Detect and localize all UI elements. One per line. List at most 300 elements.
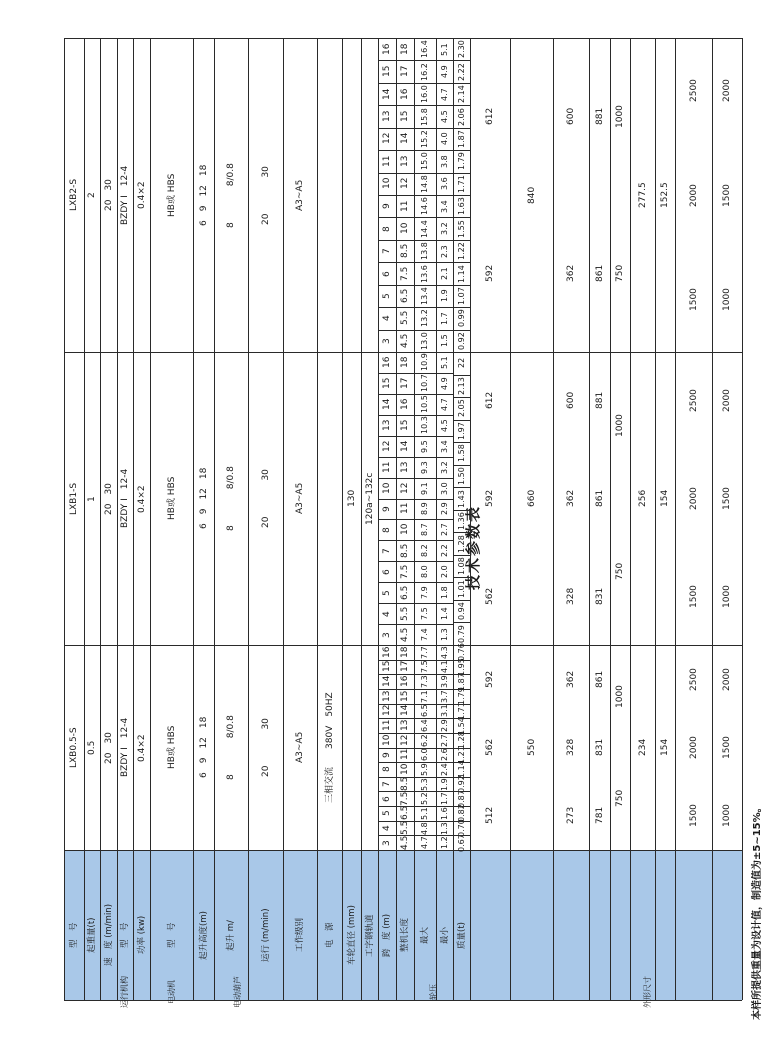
- grid-line: [414, 285, 436, 286]
- cell-wheel_load_min: 3.2: [439, 222, 449, 236]
- cell-work_class: A3~A5: [295, 179, 305, 211]
- grid-line: [436, 603, 453, 604]
- grid-line: [414, 762, 436, 763]
- cell-A: 592: [485, 264, 495, 282]
- cell-wheel_load_min: 4.5: [439, 419, 449, 432]
- grid-line: [64, 850, 742, 851]
- grid-line: [414, 195, 436, 196]
- cell-overall_length: 6.5: [400, 806, 410, 821]
- grid-line: [414, 240, 436, 241]
- cell-overall_length: 8.5: [400, 543, 410, 558]
- grid-line: [378, 240, 396, 241]
- grid-line: [396, 835, 414, 836]
- grid-line: [453, 38, 454, 1000]
- grid-line: [84, 38, 85, 1000]
- grid-line: [436, 540, 453, 541]
- cell-overall_length: 14: [400, 132, 410, 145]
- grid-line: [610, 38, 611, 1000]
- grid-line: [453, 83, 470, 84]
- row-label-power_supply: 电 源: [324, 922, 335, 948]
- cell-wheel_load_min: 3.8: [439, 155, 449, 168]
- grid-line: [396, 704, 414, 705]
- grid-line: [414, 821, 436, 822]
- cell-h0: 273: [566, 807, 576, 825]
- cell-span: 15: [382, 377, 392, 389]
- cell-Hmax: 781: [594, 807, 605, 825]
- cell-hoist_model: HB或 HBS: [166, 476, 177, 520]
- cell-h0: 362: [566, 670, 576, 688]
- grid-line: [436, 457, 453, 458]
- grid-line: [436, 806, 453, 807]
- cell-L2: 154: [660, 738, 670, 756]
- grid-line: [248, 38, 249, 1000]
- cell-overall_length: 15: [400, 419, 410, 431]
- row-label-hoist_model: 型 号: [166, 922, 177, 948]
- cell-wheel_load_max: 13.6: [420, 264, 429, 283]
- grid-line: [396, 373, 414, 374]
- grid-line: [453, 718, 470, 719]
- cell-overall_length: 4.5: [400, 333, 410, 348]
- cell-wheel_load_max: 6.2: [420, 733, 429, 747]
- cell-weight: 1.71: [456, 702, 466, 720]
- cell-travel_motor_model: BZDY Ⅰ 12-4: [120, 468, 130, 528]
- grid-line: [453, 375, 470, 376]
- cell-L1: 277.5: [637, 182, 648, 208]
- cell-span: 11: [382, 155, 392, 167]
- grid-line: [453, 420, 470, 421]
- cell-B: 2000: [688, 736, 699, 759]
- row-label-i_beam_track: 工字钢轨道: [364, 913, 375, 957]
- cell-weight: 0.92: [456, 331, 466, 350]
- cell-W: 2000: [722, 389, 732, 413]
- cell-L: 1000: [615, 413, 625, 437]
- cell-wheel_load_min: 2.7: [439, 733, 449, 747]
- cell-wheel_load_max: 13.0: [420, 331, 429, 350]
- cell-model: LXB1-S: [69, 482, 79, 515]
- grid-line: [64, 38, 65, 1000]
- cell-wheel_load_max: 15.8: [420, 107, 429, 126]
- cell-Hmax: 861: [594, 489, 605, 507]
- grid-line: [436, 718, 453, 719]
- grid-line: [378, 733, 396, 734]
- cell-wheel_load_min: 2.4: [439, 763, 449, 776]
- cell-hoist_lift_speed: 8 8/0.8: [226, 715, 236, 780]
- grid-line: [378, 285, 396, 286]
- grid-line: [396, 195, 414, 196]
- grid-line: [436, 582, 453, 583]
- cell-B: 2500: [688, 389, 699, 413]
- cell-overall_length: 5.5: [400, 606, 410, 621]
- cell-weight: 1.87: [456, 130, 466, 148]
- grid-line: [453, 532, 470, 533]
- grid-line: [378, 499, 396, 500]
- grid-line: [436, 704, 453, 705]
- grid-line: [414, 307, 436, 308]
- cell-overall_length: 10: [400, 222, 410, 235]
- cell-h0: 328: [566, 587, 576, 605]
- cell-span: 4: [382, 610, 392, 617]
- cell-wheel_load_min: 4.3: [439, 646, 449, 659]
- grid-line: [64, 1000, 742, 1001]
- grid-line: [193, 38, 194, 1000]
- cell-wheel_load_min: 2.0: [439, 565, 449, 579]
- grid-line: [436, 660, 453, 661]
- cell-wheel_load_min: 1.4: [439, 607, 449, 621]
- grid-line: [396, 285, 414, 286]
- grid-line: [64, 38, 742, 39]
- grid-line: [414, 83, 436, 84]
- cell-span: 15: [382, 661, 392, 673]
- grid-line: [436, 821, 453, 822]
- grid-line: [396, 83, 414, 84]
- cell-wheel_load_min: 1.7: [439, 312, 449, 325]
- grid-line: [414, 217, 436, 218]
- grid-line: [414, 704, 436, 705]
- grid-line: [396, 748, 414, 749]
- grid-line: [436, 762, 453, 763]
- cell-weight: 2.14: [456, 85, 466, 104]
- row-label-span: 跨 度 (m): [382, 913, 392, 957]
- grid-line: [453, 487, 470, 488]
- grid-line: [436, 240, 453, 241]
- cell-hoist_model: HB或 HBS: [166, 725, 177, 769]
- grid-line: [414, 660, 436, 661]
- cell-overall_length: 18: [400, 646, 410, 658]
- cell-weight: 1.21: [456, 746, 466, 764]
- grid-line: [414, 806, 436, 807]
- cell-W: 1000: [722, 804, 732, 828]
- cell-overall_length: 11: [400, 503, 410, 515]
- grid-line: [453, 704, 470, 705]
- grid-line: [414, 791, 436, 792]
- grid-line: [414, 718, 436, 719]
- cell-weight: 1.28: [456, 731, 466, 750]
- grid-line: [378, 373, 396, 374]
- cell-wheel_load_min: 3.0: [439, 481, 449, 495]
- grid-line: [378, 762, 396, 763]
- cell-overall_length: 17: [400, 377, 410, 389]
- grid-line: [396, 262, 414, 263]
- grid-line: [396, 457, 414, 458]
- grid-line: [133, 38, 134, 1000]
- grid-line: [453, 262, 470, 263]
- grid-line: [414, 519, 436, 520]
- cell-wheel_load_min: 1.8: [439, 586, 449, 600]
- cell-span: 3: [382, 631, 392, 638]
- grid-line: [396, 762, 414, 763]
- cell-wheel_load_min: 2.6: [439, 748, 449, 762]
- cell-h0: 328: [566, 738, 576, 756]
- cell-wheel_load_min: 4.0: [439, 132, 449, 146]
- grid-line: [453, 217, 470, 218]
- cell-wheel_load_min: 3.7: [439, 690, 449, 703]
- cell-weight: 2.06: [456, 107, 466, 126]
- cell-capacity: 0.5: [87, 740, 97, 755]
- cell-wheel_load_max: 7.1: [420, 690, 429, 703]
- cell-weight: 2.30: [456, 40, 466, 59]
- cell-wheel_load_max: 13.8: [420, 242, 429, 261]
- grid-line: [214, 38, 215, 1000]
- grid-line: [453, 465, 470, 466]
- cell-wheel_load_min: 4.9: [439, 65, 449, 79]
- cell-span: 7: [382, 248, 392, 255]
- cell-span: 6: [382, 270, 392, 277]
- grid-line: [414, 777, 436, 778]
- grid-line: [453, 806, 470, 807]
- cell-overall_length: 7.5: [400, 791, 410, 806]
- grid-line: [414, 330, 436, 331]
- grid-line: [414, 436, 436, 437]
- cell-weight: 2.13: [456, 376, 466, 395]
- cell-wheel_load_min: 4.9: [439, 377, 449, 390]
- cell-wheel_load_min: 2.9: [439, 502, 449, 516]
- grid-line: [414, 582, 436, 583]
- cell-hoist_travel_speed: 20 30: [260, 165, 271, 225]
- cell-span: 4: [382, 315, 392, 322]
- grid-line: [414, 733, 436, 734]
- group-label-travel_group: 运行机构: [120, 976, 129, 1008]
- cell-wheel_load_max: 9.1: [420, 481, 429, 495]
- cell-L1: 256: [637, 489, 648, 507]
- cell-wheel_load_min: 3.9: [439, 675, 449, 689]
- grid-line: [453, 150, 470, 151]
- cell-wheel-diameter: 130: [346, 489, 357, 507]
- grid-line: [396, 105, 414, 106]
- cell-overall_length: 17: [400, 65, 410, 78]
- grid-line: [378, 777, 396, 778]
- cell-wheel_load_max: 8.0: [420, 565, 429, 579]
- grid-line: [396, 307, 414, 308]
- cell-hoist_lift_speed: 8 8/0.8: [226, 162, 236, 228]
- cell-span: 8: [382, 766, 392, 773]
- cell-B: 1500: [688, 804, 699, 828]
- cell-overall_length: 12: [400, 734, 410, 746]
- cell-weight: 22: [456, 358, 466, 369]
- cell-wheel_load_min: 2.1: [439, 267, 449, 280]
- cell-weight: 1.01: [456, 579, 466, 598]
- grid-line: [342, 38, 343, 1000]
- cell-span: 7: [382, 548, 392, 554]
- cell-weight: 0.87: [456, 789, 466, 808]
- grid-line: [396, 499, 414, 500]
- cell-hoist_model: HB或 HBS: [166, 173, 177, 217]
- cell-wheel_load_min: 3.6: [439, 177, 449, 191]
- grid-line: [396, 330, 414, 331]
- cell-B: 2500: [688, 78, 699, 102]
- cell-overall_length: 16: [400, 675, 410, 688]
- grid-line: [378, 105, 396, 106]
- grid-line: [453, 60, 470, 61]
- grid-line: [453, 442, 470, 443]
- cell-wheel_load_max: 10.5: [420, 395, 429, 414]
- grid-line: [414, 624, 436, 625]
- cell-span: 9: [382, 752, 392, 758]
- grid-line: [436, 60, 453, 61]
- cell-overall_length: 14: [400, 704, 410, 717]
- cell-L: 1000: [615, 105, 625, 128]
- group-label-wheel_group: 轮压: [428, 984, 438, 1000]
- grid-line: [453, 835, 470, 836]
- grid-line: [436, 733, 453, 734]
- cell-overall_length: 6.5: [400, 585, 410, 600]
- cell-wheel_load_max: 6.0: [420, 748, 429, 762]
- cell-weight: 1.95: [456, 658, 466, 676]
- grid-line: [378, 195, 396, 196]
- cell-W: 1500: [722, 736, 732, 759]
- grid-line: [742, 38, 743, 1000]
- grid-line: [396, 603, 414, 604]
- cell-W: 1500: [722, 487, 732, 510]
- cell-h0: 362: [566, 264, 576, 282]
- cell-h0: 600: [566, 107, 576, 125]
- grid-line: [378, 835, 396, 836]
- cell-Hmax: 881: [594, 392, 605, 410]
- grid-line: [436, 777, 453, 778]
- grid-line: [453, 660, 470, 661]
- grid-line: [378, 394, 396, 395]
- grid-line: [630, 38, 631, 1000]
- grid-line: [414, 128, 436, 129]
- cell-overall_length: 13: [400, 719, 410, 732]
- grid-line: [378, 217, 396, 218]
- grid-line: [378, 704, 396, 705]
- grid-line: [378, 689, 396, 690]
- grid-line: [453, 510, 470, 511]
- row-label-overall_length: 整机长度: [400, 917, 410, 952]
- footnote: 本样所提供重量为设计值，制造值为±5~15%。: [752, 802, 763, 1020]
- row-label-lift_height: 起升高度(m): [198, 910, 209, 960]
- row-label-capacity: 起重量(t): [87, 917, 97, 953]
- cell-span: 10: [382, 177, 392, 190]
- cell-weight: 1.97: [456, 422, 466, 440]
- cell-span: 10: [382, 734, 392, 746]
- cell-wheel_load_max: 16.2: [420, 62, 429, 81]
- grid-line: [414, 457, 436, 458]
- grid-line: [436, 307, 453, 308]
- grid-line: [453, 555, 470, 556]
- cell-wheel_load_min: 3.1: [439, 704, 449, 718]
- cell-weight: 0.76: [456, 643, 466, 662]
- cell-wheel_load_max: 5.2: [420, 792, 429, 806]
- grid-line: [414, 415, 436, 416]
- grid-line: [414, 394, 436, 395]
- row-label-model: 型 号: [69, 922, 79, 948]
- grid-line: [414, 105, 436, 106]
- grid-line: [436, 285, 453, 286]
- cell-A: 562: [485, 587, 495, 605]
- grid-line: [436, 83, 453, 84]
- cell-span: 11: [382, 461, 392, 473]
- cell-wheel_load_max: 8.2: [420, 544, 429, 558]
- grid-line: [436, 173, 453, 174]
- grid-line: [396, 415, 414, 416]
- grid-line: [436, 128, 453, 129]
- cell-span: 5: [382, 293, 392, 299]
- cell-span: 14: [382, 88, 392, 100]
- cell-overall_length: 15: [400, 690, 410, 702]
- grid-line: [655, 38, 656, 1000]
- cell-overall_length: 18: [400, 356, 410, 368]
- cell-power-supply: 三相交流 380V 50HZ: [324, 692, 335, 803]
- cell-wheel_load_min: 1.3: [439, 821, 449, 835]
- cell-wheel_load_min: 1.7: [439, 792, 449, 806]
- grid-line: [414, 262, 436, 263]
- grid-line: [396, 60, 414, 61]
- grid-line: [378, 150, 396, 151]
- cell-wheel_load_max: 10.7: [420, 374, 429, 393]
- cell-Hmax: 831: [594, 587, 605, 605]
- grid-line: [378, 60, 396, 61]
- cell-travel_motor_model: BZDY Ⅰ 12-4: [120, 165, 130, 225]
- grid-line: [436, 436, 453, 437]
- grid-line: [396, 436, 414, 437]
- cell-wheel_load_min: 2.7: [439, 523, 449, 537]
- grid-line: [414, 60, 436, 61]
- cell-wheel_load_min: 3.4: [439, 199, 449, 213]
- cell-weight: 1.54: [456, 716, 466, 735]
- grid-line: [378, 603, 396, 604]
- cell-span: 13: [382, 690, 392, 702]
- cell-wheel_load_min: 1.5: [439, 334, 449, 348]
- cell-wheel_load_min: 5.1: [439, 356, 449, 369]
- cell-overall_length: 5.5: [400, 820, 410, 836]
- grid-line: [414, 540, 436, 541]
- row-label-hoist_lift_speed: 起升 m/: [226, 919, 236, 951]
- cell-h0: 600: [566, 392, 576, 410]
- grid-line: [436, 330, 453, 331]
- cell-wheel_load_max: 13.4: [420, 287, 429, 305]
- grid-line: [378, 624, 396, 625]
- grid-line: [396, 519, 414, 520]
- grid-line: [378, 748, 396, 749]
- cell-A: 562: [485, 738, 495, 756]
- cell-weight: 1.58: [456, 444, 466, 463]
- cell-span: 15: [382, 65, 392, 78]
- cell-wheel_load_max: 9.5: [420, 439, 429, 453]
- grid-line: [396, 806, 414, 807]
- cell-weight: 1.22: [456, 242, 466, 261]
- cell-W: 1000: [722, 584, 732, 608]
- grid-line: [396, 540, 414, 541]
- cell-B: 1500: [688, 288, 699, 312]
- cell-overall_length: 16: [400, 88, 410, 100]
- cell-travel_motor_model: BZDY Ⅰ 12-4: [120, 717, 130, 777]
- cell-wheel_load_min: 2.9: [439, 719, 449, 733]
- cell-overall_length: 13: [400, 155, 410, 167]
- grid-line: [453, 330, 470, 331]
- cell-overall_length: 8.5: [400, 243, 410, 259]
- cell-wheel_load_min: 4.7: [439, 398, 449, 411]
- cell-L: 750: [615, 790, 625, 808]
- cell-Hmax: 861: [594, 670, 605, 688]
- grid-line: [396, 128, 414, 129]
- grid-line: [378, 674, 396, 675]
- grid-line: [378, 330, 396, 331]
- cell-wheel_load_min: 1.2: [439, 836, 449, 850]
- grid-line: [64, 352, 742, 353]
- cell-span: 5: [382, 589, 392, 596]
- grid-line: [378, 660, 396, 661]
- cell-W: 2000: [722, 667, 732, 691]
- grid-line: [436, 748, 453, 749]
- cell-L1: 234: [637, 738, 648, 756]
- grid-line: [378, 262, 396, 263]
- cell-overall_length: 11: [400, 748, 410, 761]
- grid-line: [436, 150, 453, 151]
- grid-line: [396, 777, 414, 778]
- cell-work_class: A3~A5: [295, 482, 305, 514]
- cell-weight: 0.82: [456, 804, 466, 823]
